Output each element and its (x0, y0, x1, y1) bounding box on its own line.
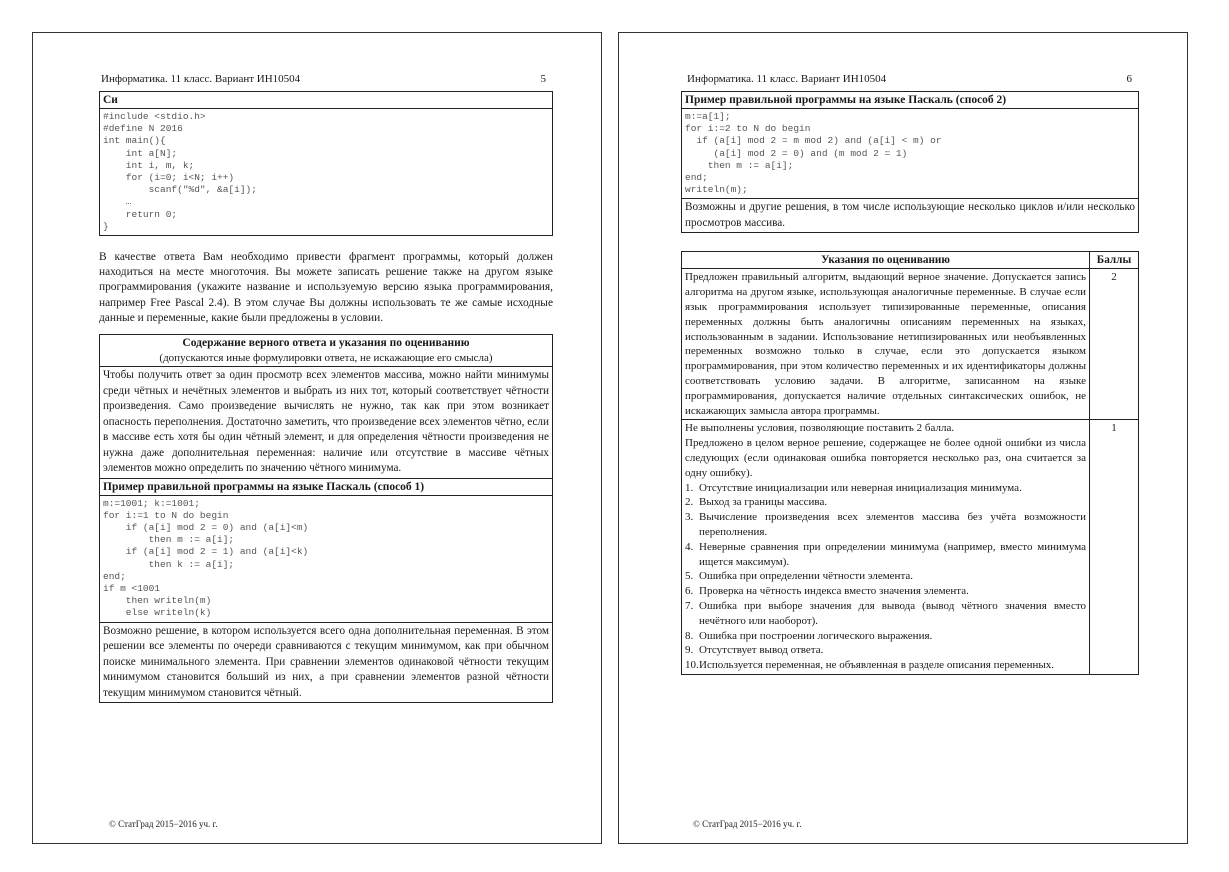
pascal2-box (681, 91, 1139, 233)
list-item (685, 599, 1086, 629)
grading-criteria-1 (682, 420, 1090, 675)
pascal1-code: m:=1001; k:=1001; for i:=1 to N do begin if (a[i] mod 2 = 0) and (a[i]<m) then m := a[i]; if (a[i] mod 2 = 1) and (a[i]<k) then k := a[i]; end; if m <1001 then writeln(m) else writeln(k) (100, 495, 552, 622)
list-item (685, 510, 1086, 540)
c-code-title: Си (103, 94, 118, 106)
score-1: 1 (1090, 420, 1139, 675)
list-item-text: Ошибка при построении логического выражения. (699, 629, 933, 642)
list-item-text: Отсутствует вывод ответа. (699, 644, 824, 657)
grading-criteria-2: Предложен правильный алгоритм, выдающий верное значение. Допускается запись алгоритма на другом языке, использующая аналогичные переменные. В случае если язык программирования использует типизированные переменные, описания переменных должны быть аналогичны описаниям переменных на языках, использованным в задании. Использование нетипизированных или необъявленных переменных возможно только в случае, если это допускается языком программирования, при этом количество переменных и их идентификаторы должны соответствовать условию задачи. В алгоритме, записанном на языке программирования, допускается наличие отдельных синтаксических ошибок, не искажающих замысла автора программы. (682, 269, 1090, 420)
task-instructions: В качестве ответа Вам необходимо привести фрагмент программы, который должен находиться на месте многоточия. Вы можете записать решение также на другом языке программирования (укажите название и используемую версию языка программирования, например Free Pascal 2.4). В этом случае Вы должны использовать те же самые исходные данные и переменные, какие были предложены в условии. (99, 251, 553, 324)
page-header (687, 73, 1132, 85)
score-header: Баллы (1090, 252, 1139, 269)
list-item-text: Вычисление произведения всех элементов массива без учёта возможности переполнения. (699, 511, 1086, 538)
list-item-text: Выход за границы массива. (699, 496, 828, 509)
list-item-text: Проверка на чётность индекса вместо значения элемента. (699, 585, 969, 598)
list-item-number: 5. (685, 570, 694, 583)
page-header (101, 73, 546, 85)
grading-header: Указания по оцениванию (682, 252, 1090, 269)
list-item (685, 569, 1086, 584)
answer-text: Чтобы получить ответ за один просмотр всех элементов массива, можно найти минимумы среди чётных и нечётных элементов и выбрать из них тот, который соответствует чётности произведения. Само произведение вычислять не нужно, так как при этом возникает опасность переполнения. Достаточно заметить, что произведение всех элементов чётно, если в массиве есть хотя бы один чётный элемент, и для определения чётности произведения не нужна даже дополнительная переменная: наличие или отсутствие в массиве чётных элементов можно определить по значению чётного минимума. (100, 366, 552, 478)
list-item (685, 481, 1086, 496)
pascal2-title: Пример правильной программы на языке Паскаль (способ 2) (685, 94, 1007, 106)
list-item-number: 9. (685, 644, 694, 657)
list-item-number: 4. (685, 540, 694, 553)
list-item-number: 2. (685, 496, 694, 509)
header-title: Информатика. 11 класс. Вариант ИН10504 (101, 73, 301, 85)
table-row (682, 420, 1139, 675)
page-left (32, 32, 602, 844)
list-item-text: Отсутствие инициализации или неверная инициализация минимума. (699, 481, 1022, 494)
list-item-number: 8. (685, 629, 694, 642)
header-title: Информатика. 11 класс. Вариант ИН10504 (687, 73, 887, 85)
list-item-text: Неверные сравнения при определении минимума (например, вместо минимума ищется максимум). (699, 540, 1086, 568)
list-item (685, 584, 1086, 599)
list-item-text: Ошибка при определении чётности элемента. (699, 570, 914, 583)
answer-box (99, 334, 553, 703)
c-code: #include <stdio.h> #define N 2016 int main(){ int a[N]; int i, m, k; for (i=0; i<N; i++) scanf("%d", &a[i]); … return 0; } (100, 108, 552, 235)
criteria-line: Не выполнены условия, позволяющие поставить 2 балла. (685, 422, 955, 435)
list-item-number: 1. (685, 481, 694, 494)
answer-title: Содержание верного ответа и указания по оцениванию (182, 337, 470, 350)
score-2: 2 (1090, 269, 1139, 420)
criteria-line: Предложено в целом верное решение, содержащее не более одной ошибки из числа следующих (если одинаковая ошибка повторяется несколько раз, она считается за одну ошибку). (685, 437, 1086, 479)
list-item-number: 10. (685, 659, 699, 672)
error-list (685, 481, 1086, 673)
list-item-text: Ошибка при выборе значения для вывода (вывод чётного значения вместо нечётного или наоборот). (699, 599, 1086, 627)
alt-solution-text: Возможно решение, в котором используется всего одна дополнительная переменная. В этом решении все элементы по очереди сравниваются с текущим минимумом, как при обычном поиске минимального элемента. При сравнении элементов одинаковой чётности текущим минимумом становится больший из них, а при сравнении элементов разной чётности текущим минимумом становится чётный. (100, 622, 552, 703)
list-item-number: 6. (685, 585, 694, 598)
page-number: 5 (540, 73, 546, 85)
list-item (685, 643, 1086, 658)
c-code-box (99, 91, 553, 236)
other-solutions-text: Возможны и другие решения, в том числе использующие несколько циклов и/или несколько просмотров массива. (682, 198, 1138, 232)
list-item-number: 7. (685, 599, 694, 612)
list-item (685, 629, 1086, 644)
list-item-text: Используется переменная, не объявленная в разделе описания переменных. (699, 659, 1054, 672)
list-item (685, 658, 1086, 673)
table-row (682, 269, 1139, 420)
answer-subtitle: (допускаются иные формулировки ответа, не искажающие его смысла) (159, 352, 493, 365)
page-right (618, 32, 1188, 844)
pascal2-code: m:=a[1]; for i:=2 to N do begin if (a[i] mod 2 = m mod 2) and (a[i] < m) or (a[i] mod 2 = 0) and (m mod 2 = 1) then m := a[i]; end; writeln(m); (682, 108, 1138, 198)
pascal1-title: Пример правильной программы на языке Паскаль (способ 1) (100, 478, 552, 495)
grading-table (681, 251, 1139, 675)
list-item (685, 495, 1086, 510)
page-footer: © СтатГрад 2015−2016 уч. г. (109, 819, 218, 829)
page-footer: © СтатГрад 2015−2016 уч. г. (693, 819, 802, 829)
page-number: 6 (1126, 73, 1132, 85)
list-item (685, 540, 1086, 570)
list-item-number: 3. (685, 511, 694, 524)
